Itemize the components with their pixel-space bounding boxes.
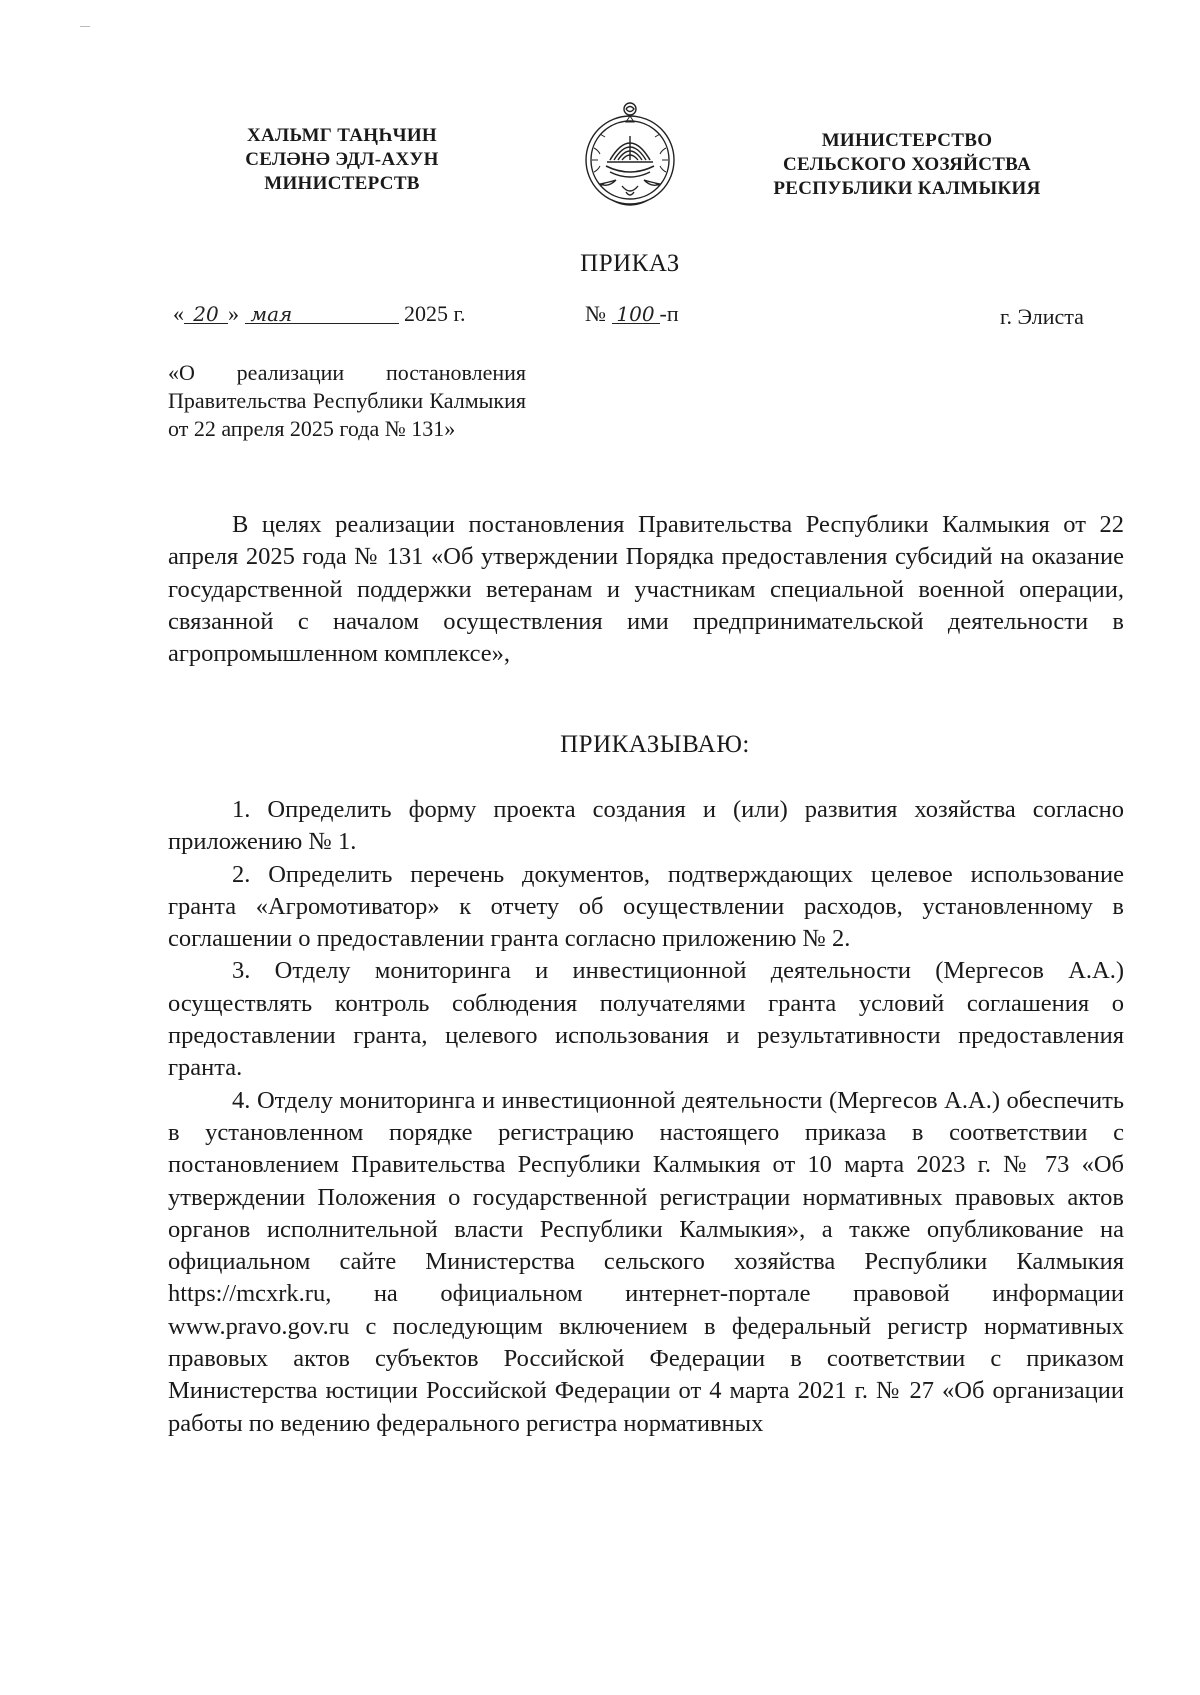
date-day-handwritten: 20 <box>184 301 228 324</box>
header-left-line: СЕЛӘНӘ ЭДЛ-АХУН <box>245 149 439 170</box>
date-month-handwritten: мая <box>245 301 399 324</box>
header-left-line: ХАЛЬМГ ТАҢҺЧИН <box>246 125 438 146</box>
order-points <box>168 794 1124 1440</box>
number-handwritten: 100 <box>612 301 660 324</box>
orders-heading: ПРИКАЗЫВАЮ: <box>560 731 750 758</box>
order-point-1: 1. Определить форму проекта создания и (или) развития хозяйства согласно приложению № 1. <box>168 796 1124 856</box>
header-right-line: СЕЛЬСКОГО ХОЗЯЙСТВА <box>783 154 1031 175</box>
kalmykia-coat-of-arms-icon <box>580 100 680 218</box>
number-suffix: -п <box>659 301 679 326</box>
date-year: 2025 г. <box>404 301 466 326</box>
order-number <box>585 301 679 327</box>
date-quote-close: » <box>228 301 239 326</box>
header-right-ministry-russian <box>752 129 1062 201</box>
preamble <box>168 509 1124 670</box>
header-right-line: РЕСПУБЛИКИ КАЛМЫКИЯ <box>773 178 1041 199</box>
order-date <box>173 301 466 327</box>
preamble-paragraph: В целях реализации постановления Правительства Республики Калмыкия от 22 апреля 2025 года № 131 «Об утверждении Порядка предоставления субсидий на оказание государственной поддержки ветеранам и участникам специальной военной операции, связанной с началом осуществления ими предпринимательской деятельности в агропромышленном комплексе», <box>168 511 1124 668</box>
document-title: ПРИКАЗ <box>580 250 680 277</box>
number-sign: № <box>585 301 606 326</box>
date-quote-open: « <box>173 301 184 326</box>
scan-mark <box>80 26 90 27</box>
order-point-2: 2. Определить перечень документов, подтверждающих целевое использование гранта «Агромотиватор» к отчету об осуществлении расходов, установленному в соглашении о предоставлении гранта согласно приложению № 2. <box>168 860 1124 953</box>
header-left-ministry-kalmyk <box>222 124 462 196</box>
order-point-4: 4. Отделу мониторинга и инвестиционной деятельности (Мергесов А.А.) обеспечить в установленном порядке регистрацию настоящего приказа в соответствии с постановлением Правительства Республики Калмыкия от 10 марта 2023 г. № 73 «Об утверждении Положения о государственной регистрации нормативных правовых актов органов исполнительной власти Республики Калмыкия», а также опубликование на официальном сайте Министерства сельского хозяйства Республики Калмыкия https://mcxrk.ru, на официальном интернет-портале правовой информации www.pravo.gov.ru с последующим включением в федеральный регистр нормативных правовых актов субъектов Российской Федерации в соответствии с приказом Министерства юстиции Российской Федерации от 4 марта 2021 г. № 27 «Об организации работы по ведению федерального регистра нормативных <box>168 1086 1124 1437</box>
header-right-line: МИНИСТЕРСТВО <box>821 130 993 151</box>
order-subject: «О реализации постановления Правительства Республики Калмыкия от 22 апреля 2025 года № 131» <box>168 360 526 441</box>
order-point-3: 3. Отделу мониторинга и инвестиционной деятельности (Мергесов А.А.) осуществлять контроль соблюдения получателями гранта условий соглашения о предоставлении гранта, целевого использования и результативности предоставления гранта. <box>168 957 1124 1082</box>
order-city: г. Элиста <box>1000 304 1084 329</box>
header-left-line: МИНИСТЕРСТВ <box>264 173 420 194</box>
